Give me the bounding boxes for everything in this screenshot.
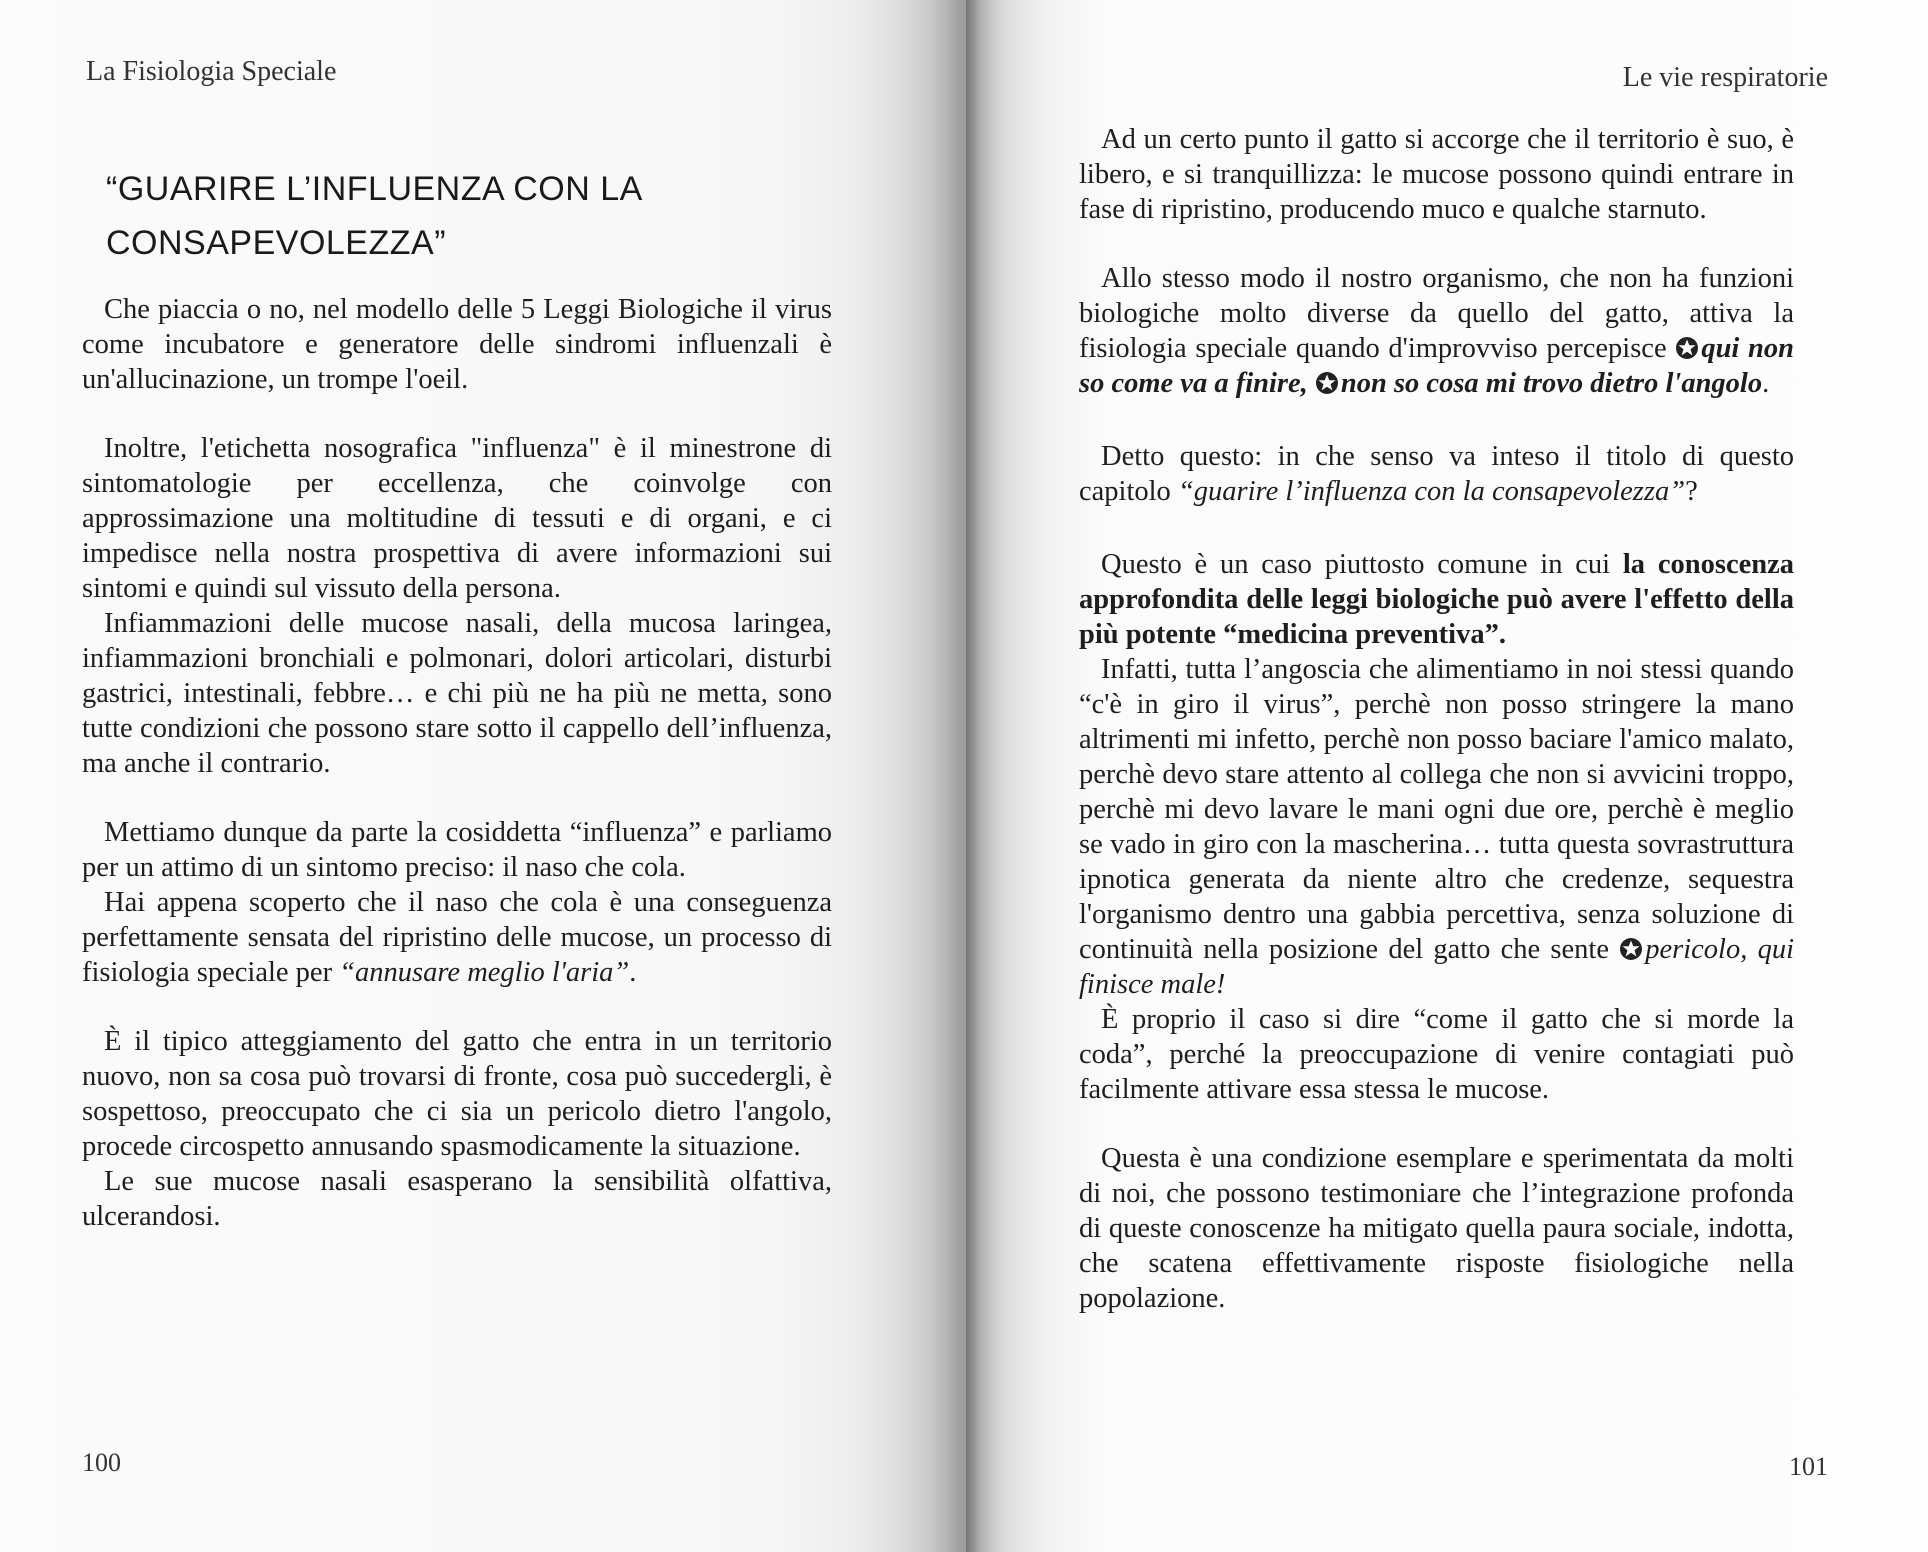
chapter-title-line-2: CONSAPEVOLEZZA” (106, 224, 447, 262)
paragraph (82, 885, 832, 990)
right-page-number: 101 (1789, 1452, 1828, 1481)
paragraph-text: Hai appena scoperto che il naso che cola è una conseguenza perfettamente sensata del ripristino delle mucose, un processo di fisiologia speciale per (82, 887, 832, 988)
paragraph (1079, 652, 1794, 1002)
paragraph (1079, 547, 1794, 652)
paragraph: Infiammazioni delle mucose nasali, della mucosa laringea, infiammazioni bronchiali e polmonari, dolori articolari, disturbi gastrici, intestinali, febbre… e chi più ne ha più ne metta, sono tutte condizioni che possono stare sotto il cappello dell’influenza, ma anche il contrario. (82, 608, 832, 779)
italic-phrase: pericolo, qui finisce male! (1079, 934, 1795, 1000)
star-circle-icon (1315, 371, 1339, 395)
paragraph: È il tipico atteggiamento del gatto che entra in un territorio nuovo, non sa cosa può trovarsi di fronte, cosa può succedergli, è sospettoso, preoccupato che ci sia un pericolo dietro l'angolo, procede circospetto annusando spasmodicamente la situazione. (82, 1026, 832, 1162)
paragraph: Ad un certo punto il gatto si accorge che il territorio è suo, è libero, e si tranquillizza: le mucose possono quindi entrare in fase di ripristino, producendo muco e qualche starnuto. (1079, 124, 1794, 225)
bold-phrase: la conoscenza approfondita delle leggi biologiche può avere l'effetto della più potente “medicina preventiva”. (1079, 549, 1794, 650)
right-running-head: Le vie respiratorie (1622, 62, 1828, 93)
paragraph: Che piaccia o no, nel modello delle 5 Leggi Biologiche il virus come incubatore e generatore delle sindromi influenzali è un'allucinazione, un trompe l'oeil. (82, 294, 832, 395)
paragraph-text: Questo è un caso piuttosto comune in cui (1101, 549, 1623, 580)
chapter-title-line-1: “GUARIRE L’INFLUENZA CON LA (106, 170, 643, 208)
bold-italic-phrase: non so cosa mi trovo dietro l'angolo (1340, 368, 1763, 399)
star-circle-icon (1675, 336, 1699, 360)
paragraph: Inoltre, l'etichetta nosografica "influenza" è il minestrone di sintomatologie per eccellenza, che coinvolge con approssimazione una moltitudine di tessuti e di organi, e ci impedisce nella nostra prospettiva di avere informazioni sui sintomi e quindi sul vissuto della persona. (82, 433, 832, 604)
paragraph (1079, 261, 1794, 401)
paragraph-text: . (1762, 368, 1770, 399)
paragraph: Le sue mucose nasali esasperano la sensibilità olfattiva, ulcerandosi. (82, 1166, 832, 1232)
italic-quote: “annusare meglio l'aria” (339, 957, 630, 988)
paragraph-text: ? (1685, 476, 1698, 507)
left-body-text (82, 292, 832, 1234)
paragraph: Questa è una condizione esemplare e sperimentata da molti di noi, che possono testimoniare che l’integrazione profonda di queste conoscenze ha mitigato quella paura sociale, indotta, che scatena effettivamente risposte fisiologiche nella popolazione. (1079, 1143, 1794, 1314)
right-page (966, 0, 1928, 1552)
paragraph: È proprio il caso si dire “come il gatto che si morde la coda”, perché la preoccupazione di venire contagiati può facilmente attivare essa stessa le mucose. (1079, 1004, 1794, 1105)
left-page-number: 100 (82, 1448, 121, 1477)
bold-italic-phrase: qui non so come va a finire, (1079, 333, 1794, 399)
paragraph-text: Infatti, tutta l’angoscia che alimentiamo in noi stessi quando “c'è in giro il virus”, perchè non posso stringere la mano altrimenti mi infetto, perchè non posso baciare l'amico malato, perchè devo stare attento al collega che non si avvicini troppo, perchè mi devo lavare le mani ogni due ore, perchè è meglio se vado in giro con la mascherina… tutta questa sovrastruttura ipnotica generata da niente altro che credenze, sequestra l'organismo dentro una gabbia percettiva, senza soluzione di continuità nella posizione del gatto che sente (1079, 654, 1794, 965)
chapter-title (106, 162, 806, 270)
italic-quote: “guarire l’influenza con la consapevolezza” (1177, 476, 1686, 507)
paragraph-text: Allo stesso modo il nostro organismo, che non ha funzioni biologiche molto diverse da quello del gatto, attiva la fisiologia speciale quando d'improvviso percepisce (1079, 263, 1794, 364)
paragraph: Mettiamo dunque da parte la cosiddetta “influenza” e parliamo per un attimo di un sintomo preciso: il naso che cola. (82, 817, 832, 883)
paragraph-text: . (629, 957, 637, 988)
left-running-head: La Fisiologia Speciale (86, 56, 337, 87)
right-body-text (1079, 122, 1794, 1316)
star-circle-icon (1619, 937, 1643, 961)
paragraph (1079, 439, 1794, 509)
paragraph-text: Detto questo: in che senso va inteso il titolo di questo capitolo (1079, 441, 1794, 507)
